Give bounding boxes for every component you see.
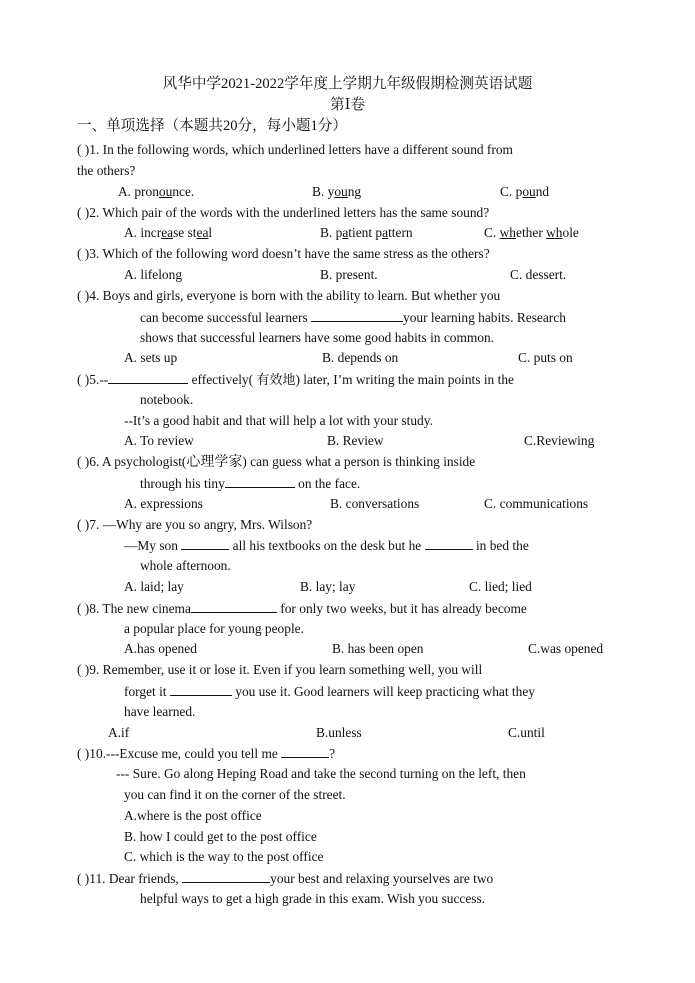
question-2	[77, 204, 489, 221]
option-a: A. expressions	[124, 496, 203, 511]
option-b: B.unless	[316, 725, 362, 740]
question-10-reply-cont: you can find it on the corner of the street.	[124, 787, 346, 802]
question-5-reply: --It’s a good habit and that will help a lot with your study.	[124, 413, 433, 428]
option-c: C. communications	[484, 496, 589, 511]
question-5: ( )5.-- effectively( 有效地) later, I’m writing the main points in the	[77, 372, 514, 388]
option-c: C.Reviewing	[524, 433, 595, 448]
answer-blank[interactable]	[281, 744, 329, 758]
question-8: ( )8. The new cinema for only two weeks, but it has already become	[77, 601, 527, 616]
question-stem: 3. Which of the following word doesn’t have the same stress as the others?	[89, 246, 490, 261]
option-b: B. depends on	[322, 350, 399, 365]
question-4-stem-cont: can become successful learners your learning habits. Research	[140, 310, 566, 325]
question-4-stem-cont: shows that successful learners have some good habits in common.	[140, 330, 495, 345]
option-c: C. puts on	[518, 350, 573, 365]
answer-blank[interactable]	[181, 536, 229, 550]
question-stem: 2. Which pair of the words with the underlined letters has the same sound?	[89, 205, 490, 220]
option-a: A. pronounce.	[118, 184, 195, 199]
option-b: B. lay; lay	[300, 579, 356, 594]
answer-paren: ( )	[77, 871, 90, 886]
answer-paren: ( )	[77, 205, 90, 220]
answer-blank[interactable]	[425, 536, 473, 550]
answer-blank[interactable]	[170, 682, 232, 696]
answer-paren: ( )	[77, 142, 90, 157]
answer-paren: ( )	[77, 372, 90, 387]
question-1	[77, 141, 513, 158]
question-7-stem-cont: —My son all his textbooks on the desk but he in bed the	[124, 538, 529, 553]
option-a: A.has opened	[124, 641, 197, 656]
question-9: ( )9. Remember, use it or lose it. Even if you learn something well, you will	[77, 662, 483, 677]
answer-paren: ( )	[77, 246, 90, 261]
option-b: B. how I could get to the post office	[124, 829, 317, 844]
answer-blank[interactable]	[311, 308, 403, 322]
option-c: C.was opened	[528, 641, 604, 656]
option-b: B. conversations	[330, 496, 420, 511]
exam-title: 风华中学2021-2022学年度上学期九年级假期检测英语试题	[162, 76, 533, 92]
option-b: B. present.	[320, 267, 378, 282]
option-a: A. sets up	[124, 350, 178, 365]
answer-paren: ( )	[77, 746, 90, 761]
option-a: A.where is the post office	[124, 808, 262, 823]
option-b: B. young	[312, 184, 362, 199]
option-c: C. which is the way to the post office	[124, 849, 324, 864]
question-3	[77, 245, 490, 262]
option-b: B. has been open	[332, 641, 424, 656]
question-10-reply: --- Sure. Go along Heping Road and take the second turning on the left, then	[116, 766, 526, 781]
answer-blank[interactable]	[182, 869, 270, 883]
answer-blank[interactable]	[191, 599, 277, 613]
question-6: ( )6. A psychologist(心理学家) can guess what a person is thinking inside	[77, 454, 476, 470]
question-11-stem-cont: helpful ways to get a high grade in this exam. Wish you success.	[140, 891, 486, 906]
option-b: B. patient pattern	[320, 225, 413, 240]
volume-label: 第Ⅰ卷	[330, 97, 365, 113]
answer-paren: ( )	[77, 454, 90, 469]
option-a: A. increase steal	[124, 225, 213, 240]
option-a: A.if	[108, 725, 130, 740]
section-heading: 一、单项选择（本题共20分，每小题1分）	[77, 118, 347, 134]
question-stem: 1. In the following words, which underlined letters have a different sound from	[89, 142, 513, 157]
question-5-stem-cont: notebook.	[140, 392, 194, 407]
option-a: A. To review	[124, 433, 194, 448]
answer-paren: ( )	[77, 288, 90, 303]
question-6-stem-cont: through his tiny on the face.	[140, 476, 361, 491]
question-4	[77, 287, 500, 304]
answer-blank[interactable]	[225, 474, 295, 488]
option-c: C. pound	[500, 184, 550, 199]
question-7: ( )7. —Why are you so angry, Mrs. Wilson?	[77, 517, 313, 532]
option-c: C. lied; lied	[469, 579, 532, 594]
question-11: ( )11. Dear friends, your best and relaxing yourselves are two	[77, 871, 494, 886]
answer-paren: ( )	[77, 601, 90, 616]
option-c: C.until	[508, 725, 545, 740]
question-7-stem-cont: whole afternoon.	[140, 558, 231, 573]
question-10: ( )10.---Excuse me, could you tell me ?	[77, 746, 336, 761]
option-c: C. dessert.	[510, 267, 567, 282]
answer-blank[interactable]	[108, 370, 188, 384]
question-8-stem-cont: a popular place for young people.	[124, 621, 304, 636]
option-a: A. laid; lay	[124, 579, 184, 594]
question-9-stem-cont: have learned.	[124, 704, 196, 719]
question-1-stem-cont: the others?	[77, 163, 136, 178]
option-a: A. lifelong	[124, 267, 183, 282]
option-c: C. whether whole	[484, 225, 579, 240]
option-b: B. Review	[327, 433, 384, 448]
answer-paren: ( )	[77, 517, 90, 532]
answer-paren: ( )	[77, 662, 90, 677]
question-9-stem-cont: forget it you use it. Good learners will keep practicing what they	[124, 684, 535, 699]
question-stem: 4. Boys and girls, everyone is born with the ability to learn. But whether you	[89, 288, 501, 303]
